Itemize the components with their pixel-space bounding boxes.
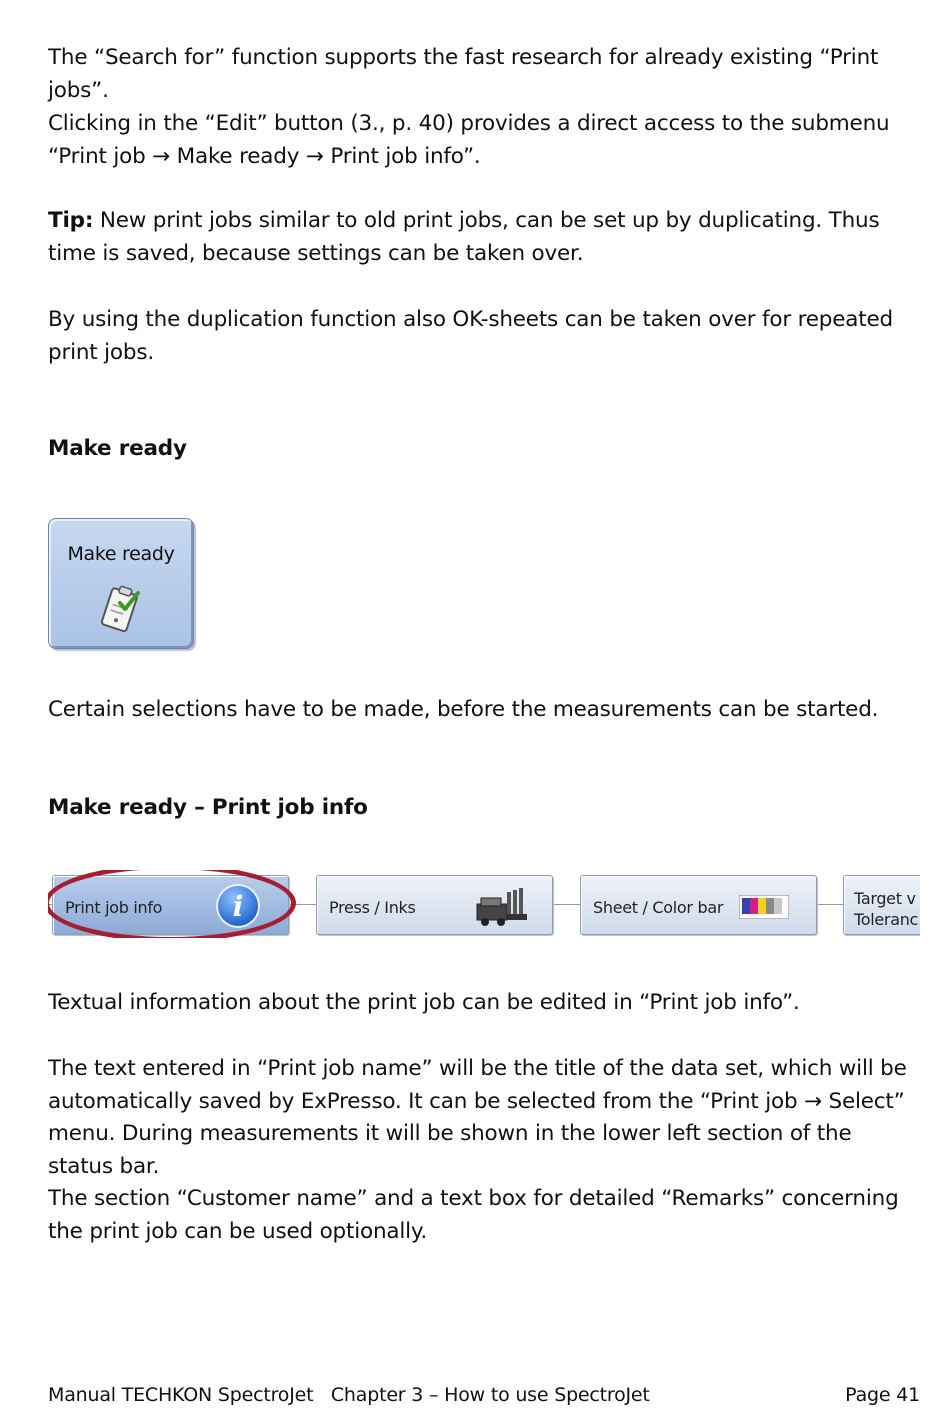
make-ready-toolbar (48, 870, 920, 938)
tab-target-label-line1: Target v (854, 889, 916, 908)
tab-sheet-color-bar-label: Sheet / Color bar (593, 898, 724, 917)
page-footer (48, 1382, 920, 1408)
heading-make-ready: Make ready (48, 436, 187, 461)
svg-text:i: i (232, 890, 244, 923)
paragraph-entered: The text entered in “Print job name” will be the title of the data set, which will be automatically saved by ExPresso. It can be selected from the “Print job → Select” menu. During measurements it will be shown in the lower left section of the status bar. (48, 1056, 907, 1179)
tab-press-inks[interactable] (316, 875, 553, 935)
highlight-oval (48, 870, 296, 938)
clipboard-check-icon (94, 581, 146, 641)
make-ready-button[interactable] (48, 518, 194, 649)
paragraph-search: The “Search for” function supports the fast research for already existing “Print jobs”. (48, 45, 879, 103)
tab-print-job-info-label: Print job info (65, 898, 163, 917)
tab-sheet-color-bar[interactable] (580, 875, 817, 935)
footer-left: Manual TECHKON SpectroJet Chapter 3 – How to use SpectroJet (48, 1384, 650, 1406)
tab-target-label-line2: Toleranc (854, 910, 919, 929)
paragraph-textual: Textual information about the print job can be edited in “Print job info”. (48, 990, 800, 1015)
paragraph-duplicate: By using the duplication function also OK-sheets can be taken over for repeated print jobs. (48, 307, 893, 365)
heading-print-job-info: Make ready – Print job info (48, 795, 368, 820)
page-number: Page 41 (845, 1384, 920, 1406)
tab-target-values-tolerances[interactable] (843, 875, 920, 935)
tab-press-inks-label: Press / Inks (329, 898, 416, 917)
paragraph-edit: Clicking in the “Edit” button (3., p. 40) provides a direct access to the submenu “Print job → Make ready → Print job info”. (48, 111, 890, 169)
color-bar-icon (739, 895, 789, 919)
paragraph-customer: The section “Customer name” and a text box for detailed “Remarks” concerning the print job can be used optionally. (48, 1186, 899, 1244)
tip-label: Tip: (48, 208, 94, 233)
make-ready-button-label: Make ready (67, 543, 175, 565)
tip-text: New print jobs similar to old print jobs, can be set up by duplicating. Thus time is saved, because settings can be taken over. (48, 208, 880, 266)
paragraph-certain: Certain selections have to be made, before the measurements can be started. (48, 697, 879, 722)
tab-target-tolerance-label (854, 888, 918, 930)
printing-press-icon (473, 884, 529, 928)
paragraph-tip (48, 205, 920, 270)
